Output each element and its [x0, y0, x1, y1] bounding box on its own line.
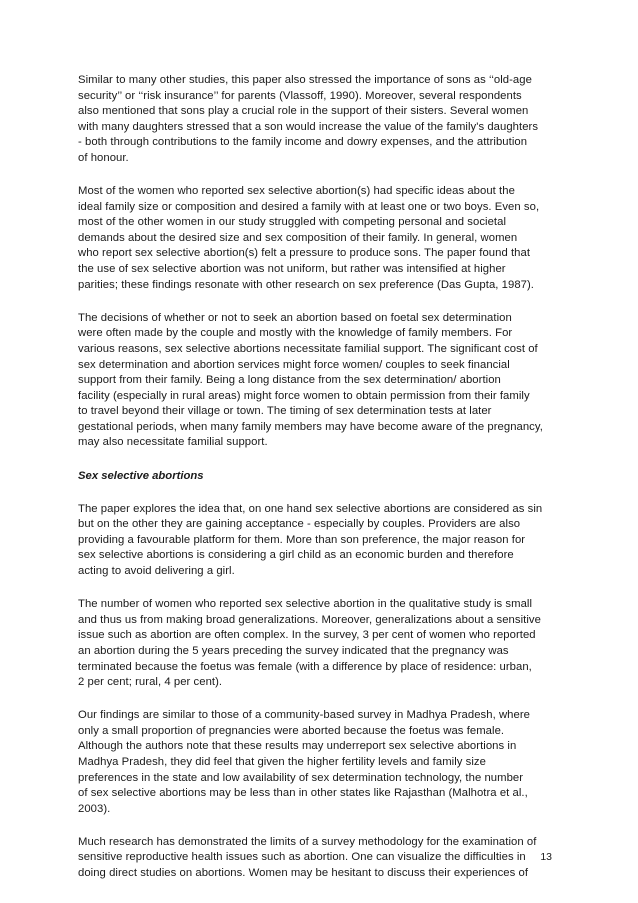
text-line: Our findings are similar to those of a community-based survey in Madhya Pradesh, where: [78, 709, 530, 722]
text-line: may also necessitate familial support.: [78, 436, 268, 449]
body-paragraph: [78, 502, 562, 580]
text-line: issue such as abortion are often complex. In the survey, 3 per cent of women who reported: [78, 629, 536, 642]
text-line: Most of the women who reported sex selective abortion(s) had specific ideas about the: [78, 185, 515, 198]
text-line: ideal family size or composition and desired a family with at least one or two boys. Even so,: [78, 200, 540, 213]
section-heading: [78, 469, 562, 485]
text-line: support from their family. Being a long distance from the sex determination/ abortion: [78, 374, 501, 387]
text-line: who report sex selective abortion(s) felt a pressure to produce sons. The paper found that: [78, 247, 531, 260]
text-line: terminated because the foetus was female (with a difference by place of residence: urban,: [78, 660, 532, 673]
text-line: The decisions of whether or not to seek an abortion based on foetal sex determination: [78, 311, 512, 324]
text-line: 2 per cent; rural, 4 per cent).: [78, 676, 223, 689]
text-line: most of the other women in our study struggled with competing personal and societal: [78, 216, 507, 229]
text-line: acting to avoid delivering a girl.: [78, 565, 235, 578]
text-line: gestational periods, when many family members may have become aware of the pregnancy,: [78, 420, 543, 433]
page-number: 13: [540, 851, 552, 863]
body-paragraph: [78, 597, 562, 691]
text-line: doing direct studies on abortions. Women may be hesitant to discuss their experiences of: [78, 867, 529, 880]
text-line: of sex selective abortions may be less than in other states like Rajasthan (Malhotra et al.,: [78, 787, 528, 800]
text-line: parities; these findings resonate with other research on sex preference (Das Gupta, 1987).: [78, 278, 534, 291]
text-line: also mentioned that sons play a crucial role in the support of their sisters. Several women: [78, 105, 529, 118]
text-line: Sex selective abortions: [78, 469, 204, 482]
text-line: sex selective abortions is considering a girl child as an economic burden and therefore: [78, 549, 514, 562]
text-line: security’’ or ‘‘risk insurance’’ for parents (Vlassoff, 1990). Moreover, several respondents: [78, 89, 522, 102]
text-line: to travel beyond their village or town. The timing of sex determination tests at later: [78, 405, 492, 418]
body-paragraph: [78, 708, 562, 817]
text-line: with many daughters stressed that a son would increase the value of the family's daughters: [78, 120, 539, 133]
text-line: preferences in the state and low availability of sex determination technology, the number: [78, 771, 524, 784]
text-line: Much research has demonstrated the limits of a survey methodology for the examination of: [78, 835, 537, 848]
text-line: the use of sex selective abortion was not uniform, but rather was intensified at higher: [78, 263, 506, 276]
text-line: Madhya Pradesh, they did feel that given the higher fertility levels and family size: [78, 755, 486, 768]
text-line: an abortion during the 5 years preceding the survey indicated that the pregnancy was: [78, 644, 509, 657]
body-paragraph: [78, 73, 562, 167]
text-line: providing a favourable platform for them. More than son preference, the major reason for: [78, 533, 526, 546]
page-content: [78, 73, 562, 899]
text-line: of honour.: [78, 151, 129, 164]
text-line: Similar to many other studies, this paper also stressed the importance of sons as ‘‘old-age: [78, 74, 532, 86]
text-line: sensitive reproductive health issues such as abortion. One can visualize the difficulties in: [78, 851, 526, 864]
text-line: 2003).: [78, 802, 111, 815]
body-paragraph: [78, 835, 562, 882]
text-line: demands about the desired size and sex composition of their family. In general, women: [78, 231, 518, 244]
text-line: only a small proportion of pregnancies were aborted because the foetus was female.: [78, 724, 505, 737]
text-line: various reasons, sex selective abortions necessitate familial support. The significant cost of: [78, 342, 538, 355]
text-line: were often made by the couple and mostly with the knowledge of family members. For: [78, 327, 513, 340]
text-line: sex determination and abortion services might force women/ couples to seek financial: [78, 358, 510, 371]
text-line: The paper explores the idea that, on one hand sex selective abortions are considered as sin: [78, 502, 543, 515]
body-paragraph: [78, 311, 562, 451]
body-paragraph: [78, 184, 562, 293]
text-line: facility (especially in rural areas) might force women to obtain permission from their family: [78, 389, 530, 402]
text-line: and thus us from making broad generalizations. Moreover, generalizations about a sensitive: [78, 613, 541, 626]
text-line: but on the other they are gaining acceptance - especially by couples. Providers are also: [78, 518, 521, 531]
text-line: - both through contributions to the family income and dowry expenses, and the attribution: [78, 136, 528, 149]
text-line: The number of women who reported sex selective abortion in the qualitative study is small: [78, 598, 533, 611]
text-line: Although the authors note that these results may underreport sex selective abortions in: [78, 740, 517, 753]
